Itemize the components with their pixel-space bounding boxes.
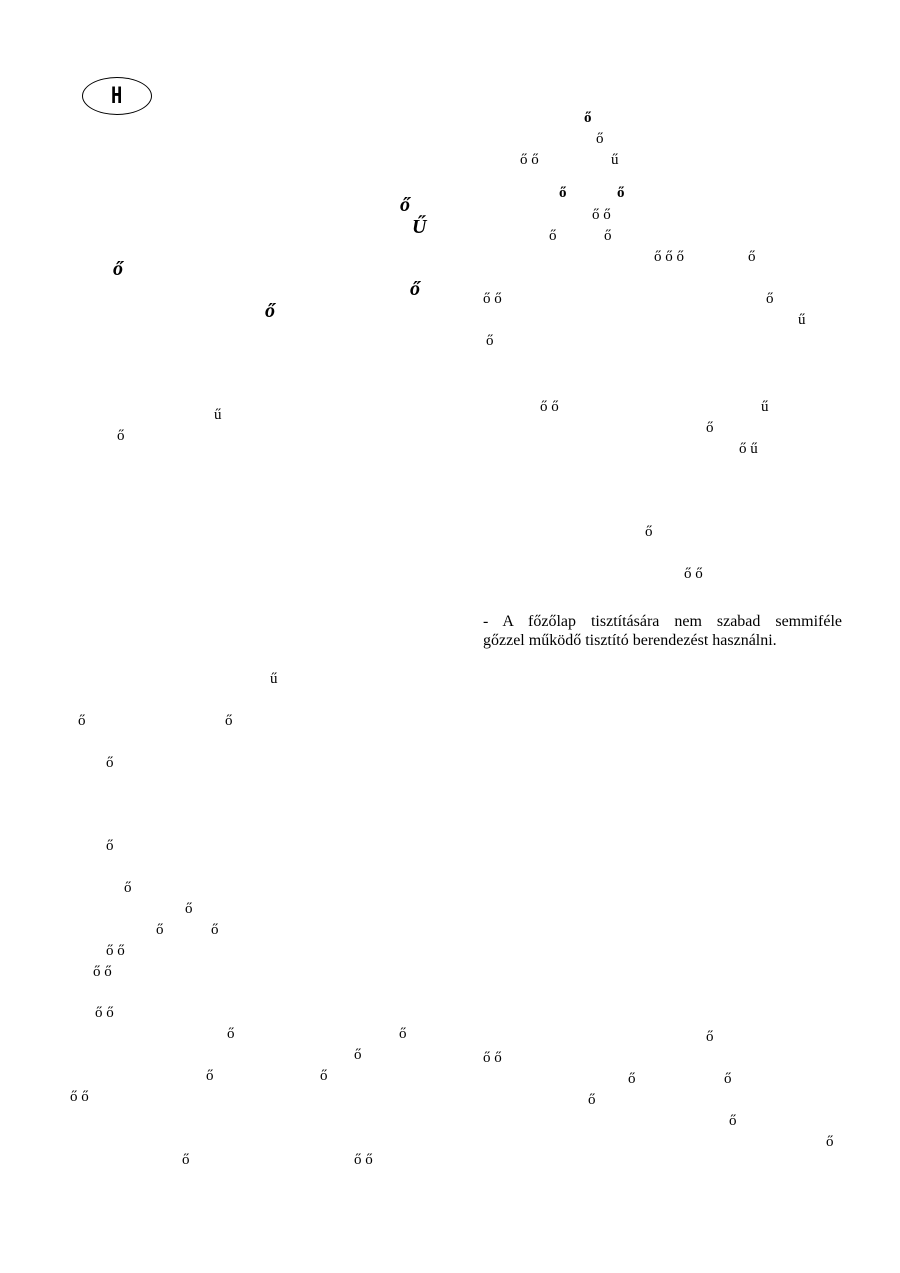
- glyph: ő: [549, 228, 557, 244]
- glyph: ő: [596, 131, 604, 147]
- glyph: ő: [265, 300, 275, 322]
- glyph: ő ő: [483, 1050, 502, 1066]
- glyph: ő: [106, 755, 114, 771]
- glyph: ő ő: [106, 943, 125, 959]
- glyph: ő ő: [483, 291, 502, 307]
- glyph: ő: [156, 922, 164, 938]
- glyph: ő: [227, 1026, 235, 1042]
- glyph: ő: [124, 880, 132, 896]
- glyph: ő: [399, 1026, 407, 1042]
- glyph: ő: [628, 1071, 636, 1087]
- glyph: ő ű: [739, 441, 758, 457]
- glyph: ő: [225, 713, 233, 729]
- glyph: ő: [706, 1029, 714, 1045]
- glyph: ő: [117, 428, 125, 444]
- glyph: ő: [185, 901, 193, 917]
- glyph: ő: [106, 838, 114, 854]
- cleaning-warning-paragraph: [483, 612, 842, 650]
- glyph: Ű: [412, 216, 427, 238]
- glyph: ő ő: [354, 1152, 373, 1168]
- glyph: ő ő: [70, 1089, 89, 1105]
- glyph: ő: [559, 185, 567, 201]
- glyph: ő: [826, 1134, 834, 1150]
- glyph: ő ő: [592, 207, 611, 223]
- glyph: ű: [798, 312, 806, 328]
- glyph: ő: [78, 713, 86, 729]
- glyph: ű: [611, 152, 619, 168]
- glyph: ő: [410, 278, 420, 300]
- glyph: ő: [211, 922, 219, 938]
- glyph: ő: [486, 333, 494, 349]
- language-badge: [82, 77, 152, 115]
- glyph: ő ő: [684, 566, 703, 582]
- glyph: ő: [604, 228, 612, 244]
- glyph: ő: [206, 1068, 214, 1084]
- glyph: ő: [584, 110, 592, 126]
- glyph: ű: [214, 407, 222, 423]
- glyph: ő: [182, 1152, 190, 1168]
- glyph: ű: [270, 671, 278, 687]
- glyph: ő: [706, 420, 714, 436]
- glyph: ő ő: [540, 399, 559, 415]
- glyph: ő: [766, 291, 774, 307]
- glyph: ő: [354, 1047, 362, 1063]
- glyph: ő ő ő: [654, 249, 684, 265]
- glyph: ő: [320, 1068, 328, 1084]
- glyph: ő ő: [520, 152, 539, 168]
- glyph: ő: [400, 194, 410, 216]
- glyph: ő: [729, 1113, 737, 1129]
- glyph: ő: [588, 1092, 596, 1108]
- glyph: ő ő: [95, 1005, 114, 1021]
- glyph: ő: [645, 524, 653, 540]
- glyph: ő: [113, 258, 123, 280]
- glyph: ő: [724, 1071, 732, 1087]
- language-badge-label: H: [111, 83, 123, 109]
- cleaning-warning-line-1: - A főzőlap tisztítására nem szabad semmiféle: [483, 613, 842, 630]
- glyph: ő: [617, 185, 625, 201]
- glyph: ű: [761, 399, 769, 415]
- glyph: ő ő: [93, 964, 112, 980]
- cleaning-warning-line-2: gőzzel működő tisztító berendezést használni.: [483, 632, 777, 649]
- glyph: ő: [748, 249, 756, 265]
